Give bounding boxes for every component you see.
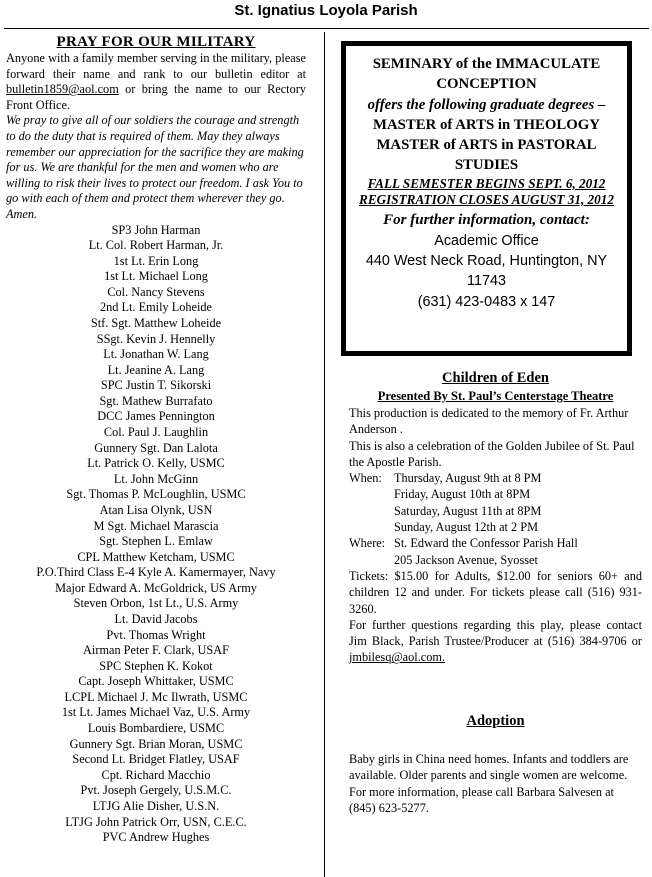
military-name-item: Second Lt. Bridget Flatley, USAF [72, 752, 240, 767]
military-name-item: Airman Peter F. Clark, USAF [83, 643, 229, 658]
military-name-item: Steven Orbon, 1st Lt., U.S. Army [73, 596, 239, 611]
seminary-address: 440 West Neck Road, Huntington, NY 11743 [365, 253, 608, 290]
intro-text: Anyone with a family member serving in the military, please forward their name and rank to our bulletin editor at [6, 51, 306, 81]
military-name-item: Col. Paul J. Laughlin [103, 425, 209, 440]
military-name-item: P.O.Third Class E-4 Kyle A. Kamermayer, Navy [36, 565, 276, 580]
coe-dedication: This production is dedicated to the memory of Fr. Arthur Anderson . [349, 406, 629, 437]
military-name-item: SPC Stephen K. Kokot [99, 658, 213, 673]
adoption-body: Baby girls in China need homes. Infants and toddlers are available. Older parents and single women are welcome. For more information, please call Barbara Salvesen at (845) 623-5277. [349, 752, 629, 815]
military-names-list [6, 223, 306, 846]
registration-close: REGISTRATION CLOSES AUGUST 31, 2012 [359, 191, 614, 207]
military-name-item: Stf. Sgt. Matthew Loheide [90, 316, 222, 330]
coe-when-row [349, 470, 642, 486]
military-name-item: Lt. Col. Robert Harman, Jr. [88, 238, 224, 253]
military-name-item: 1st Lt. Michael Long [104, 269, 208, 284]
intro-text-end: or bring the name to our Rectory Front Office. [6, 82, 306, 112]
military-name-item: Lt. Jonathan W. Lang [103, 347, 209, 362]
military-name-item: 1st Lt. Erin Long [113, 253, 199, 268]
academic-office: Academic Office [434, 232, 539, 249]
page-title: St. Ignatius Loyola Parish [234, 2, 418, 19]
questions-email-link[interactable]: jmbilesq@aol.com. [349, 650, 446, 665]
where-label: Where: [349, 536, 386, 551]
questions-text: For further questions regarding this play, please contact Jim Black, Parish Trustee/Producer at (516) 384-9706 or [349, 617, 642, 649]
coe-questions [349, 617, 642, 666]
military-name-item: Pvt. Joseph Gergely, U.S.M.C. [80, 783, 232, 798]
military-name-item: Lt. Jeanine A. Lang [107, 362, 205, 377]
children-of-eden-section [349, 369, 642, 666]
military-name-item: LTJG John Patrick Orr, USN, C.E.C. [65, 814, 247, 829]
military-name-item: LTJG Alie Disher, U.S.N. [92, 798, 220, 813]
contact-label: For further information, contact: [383, 211, 590, 228]
military-section [6, 34, 306, 846]
when-label: When: [349, 471, 382, 486]
military-name-item: Lt. David Jacobs [114, 611, 198, 626]
military-name-item: M Sgt. Michael Marascia [93, 518, 219, 533]
adoption-section [349, 712, 642, 816]
coe-tickets: Tickets: $15.00 for Adults, $12.00 for seniors 60+ and children 12 and under. For tickets please call (516) 931-3260. [349, 568, 642, 616]
military-name-item: DCC James Pennington [97, 409, 215, 424]
coe-presenter: Presented By St. Paul’s Centerstage Theatre [377, 389, 614, 403]
military-name-item: SSgt. Kevin J. Hennelly [96, 331, 216, 346]
military-name-item: Major Edward A. McGoldrick, US Army [55, 580, 257, 595]
venue-address: 205 Jackson Avenue, Syosset [394, 552, 538, 567]
military-name-item: 1st Lt. James Michael Vaz, U.S. Army [61, 705, 251, 720]
military-heading: PRAY FOR OUR MILITARY [56, 34, 256, 50]
military-name-item: SP3 John Harman [111, 222, 201, 237]
military-name-item: Lt. John McGinn [113, 471, 199, 486]
seminary-title: SEMINARY of the IMMACULATE CONCEPTION [372, 56, 601, 93]
military-name-item: Sgt. Stephen L. Emlaw [99, 534, 213, 549]
date-3: Saturday, August 11th at 8PM [394, 503, 542, 518]
military-name-item: Louis Bombardiere, USMC [87, 721, 225, 736]
military-name-item: Atan Lisa Olynk, USN [99, 502, 213, 517]
military-name-item: 2nd Lt. Emily Loheide [99, 300, 213, 315]
military-name-item: Col. Nancy Stevens [107, 284, 205, 299]
military-name-item: Gunnery Sgt. Dan Lalota [94, 440, 218, 455]
column-divider [324, 32, 325, 877]
header-divider [4, 28, 649, 29]
military-name-item: Capt. Joseph Whittaker, USMC [78, 674, 234, 689]
military-intro [6, 51, 306, 113]
military-name-item: Pvt. Thomas Wright [106, 627, 206, 642]
military-name-item: SPC Justin T. Sikorski [100, 378, 212, 393]
coe-where-row [349, 535, 642, 551]
date-2: Friday, August 10th at 8PM [394, 487, 531, 502]
seminary-phone: (631) 423-0483 x 147 [417, 293, 556, 310]
bulletin-email-link[interactable]: bulletin1859@aol.com [6, 82, 119, 97]
date-4: Sunday, August 12th at 2 PM [394, 520, 539, 535]
adoption-title: Adoption [466, 713, 525, 729]
seminary-offers: offers the following graduate degrees – [367, 96, 606, 113]
degree-pastoral: MASTER of ARTS in PASTORAL STUDIES [376, 137, 597, 174]
coe-jubilee: This is also a celebration of the Golden Jubilee of St. Paul the Apostle Parish. [349, 438, 635, 469]
military-name-item: Gunnery Sgt. Brian Moran, USMC [69, 736, 243, 751]
coe-title: Children of Eden [442, 370, 549, 386]
military-name-item: Sgt. Thomas P. McLoughlin, USMC [66, 487, 246, 502]
date-1: Thursday, August 9th at 8 PM [394, 471, 542, 486]
military-name-item: LCPL Michael J. Mc Ilwrath, USMC [64, 689, 248, 704]
military-name-item: Lt. Patrick O. Kelly, USMC [87, 456, 225, 471]
venue-name: St. Edward the Confessor Parish Hall [394, 536, 578, 551]
seminary-box [341, 41, 632, 356]
military-prayer: We pray to give all of our soldiers the courage and strength to do the duty that is required of them. May they always remember our appreciation for the sacrifice they are making for us. We are thankful for the men and women who are willing to risk their lives to protect our freedom. I ask You to go with each of them and protect them wherever they go. Amen. [6, 113, 304, 221]
military-name-item: Cpt. Richard Macchio [101, 767, 211, 782]
military-name-item: Sgt. Mathew Burrafato [99, 393, 213, 408]
degree-theology: MASTER of ARTS in THEOLOGY [373, 116, 600, 133]
semester-start: FALL SEMESTER BEGINS SEPT. 6, 2012 [367, 175, 606, 191]
military-name-item: PVC Andrew Hughes [102, 830, 210, 845]
military-name-item: CPL Matthew Ketcham, USMC [77, 549, 235, 564]
